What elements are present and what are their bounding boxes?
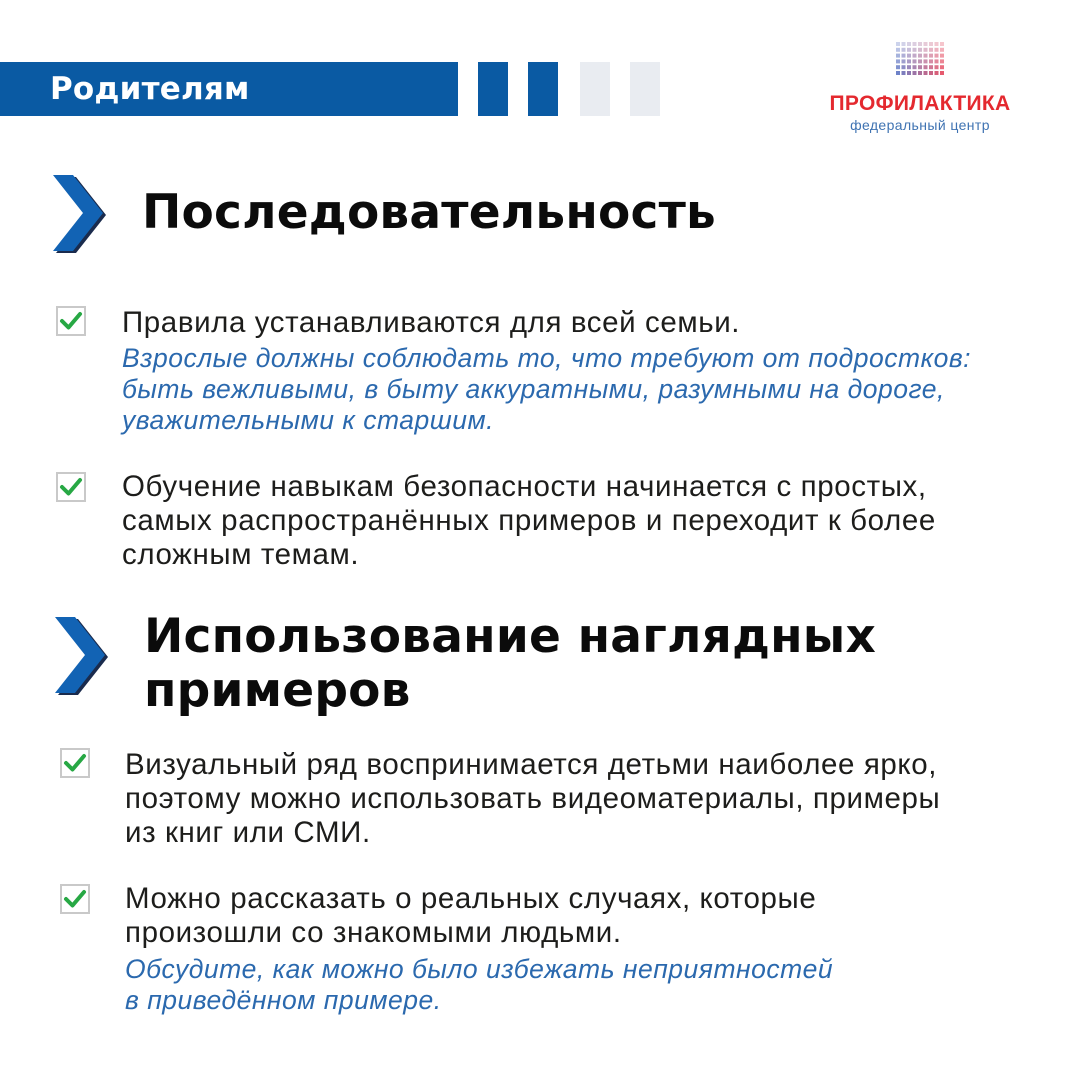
header-decor-block xyxy=(630,62,660,116)
checkmark-icon xyxy=(60,884,90,914)
checkmark-icon xyxy=(56,306,86,336)
header-decor-block xyxy=(528,62,558,116)
checkmark-icon xyxy=(56,472,86,502)
item-note: Обсудите, как можно было избежать неприятностей в приведённом примере. xyxy=(125,954,834,1015)
header-decor-block xyxy=(478,62,508,116)
logo-subtitle: федеральный центр xyxy=(850,117,990,133)
item-text: Обучение навыкам безопасности начинается с простых, самых распространённых примеров и переходит к более сложным темам. xyxy=(122,470,936,571)
page-title: Родителям xyxy=(50,71,250,107)
item-text: Можно рассказать о реальных случаях, которые произошли со знакомыми людьми. xyxy=(125,882,817,949)
checkmark-icon xyxy=(60,748,90,778)
header-banner xyxy=(0,62,458,116)
section-title: Последовательность xyxy=(142,185,716,240)
logo-grid-icon xyxy=(896,42,946,78)
header-decor-block xyxy=(580,62,610,116)
logo-title: ПРОФИЛАКТИКА xyxy=(829,92,1011,115)
item-note: Взрослые должны соблюдать то, что требуют от подростков: быть вежливыми, в быту аккуратными, разумными на дороге, уважительными к старшим. xyxy=(122,343,972,435)
item-text: Правила устанавливаются для всей семьи. xyxy=(122,306,741,339)
chevron-right-icon xyxy=(52,173,108,257)
brand-logo xyxy=(812,42,1032,137)
section-title: Использование наглядных примеров xyxy=(144,609,876,718)
item-text: Визуальный ряд воспринимается детьми наиболее ярко, поэтому можно использовать видеоматериалы, примеры из книг или СМИ. xyxy=(125,748,941,849)
chevron-right-icon xyxy=(54,615,110,699)
